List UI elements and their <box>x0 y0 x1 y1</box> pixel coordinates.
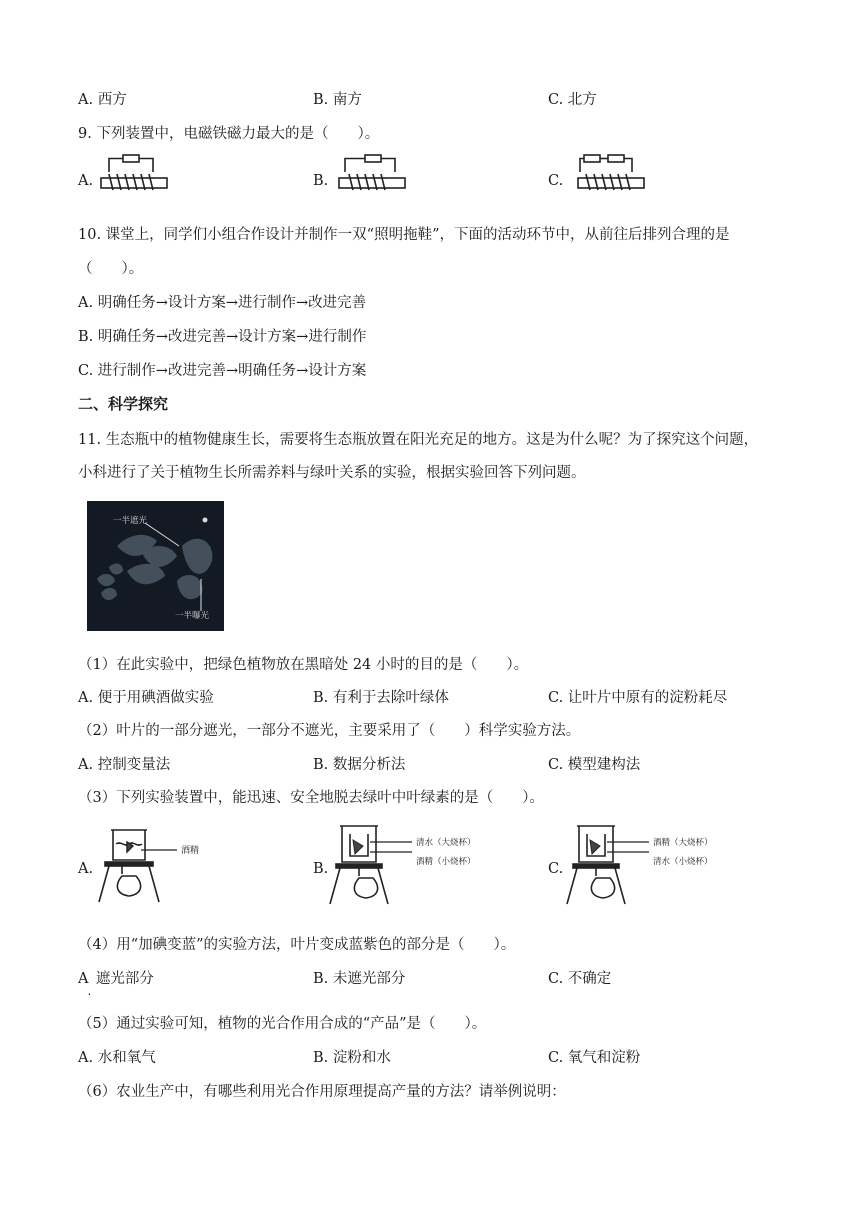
q11-p4-stem: （4）用“加碘变蓝”的实验方法，叶片变成蓝紫色的部分是（ ）。 <box>78 937 516 953</box>
q11-p2-option-b: B. 数据分析法 <box>313 757 406 773</box>
q11-p3-stem: （3）下列实验装置中，能迅速、安全地脱去绿叶中叶绿素的是（ ）。 <box>78 790 544 806</box>
q11-p6-stem: （6）农业生产中，有哪些利用光合作用原理提高产量的方法？请举例说明： <box>78 1084 566 1100</box>
apparatus-c-diagram <box>567 822 727 912</box>
q11-p3-option-b: B. <box>313 861 329 877</box>
apparatus-b-diagram <box>330 822 490 912</box>
electromagnet-c-diagram <box>574 152 654 196</box>
q8-option-a: A. 西方 <box>78 92 127 108</box>
q11-p2-option-c: C. 模型建构法 <box>548 757 641 773</box>
apparatus-c-label-1: 酒精（大烧杯） <box>653 838 713 848</box>
q11-p1-stem: （1）在此实验中，把绿色植物放在黑暗处 24 小时的目的是（ ）。 <box>78 657 529 673</box>
q11-p5-option-a: A. 水和氧气 <box>78 1050 156 1066</box>
q8-option-c: C. 北方 <box>548 92 597 108</box>
q11-p5-option-b: B. 淀粉和水 <box>313 1050 391 1066</box>
q11-stem-line1: 11. 生态瓶中的植物健康生长，需要将生态瓶放置在阳光充足的地方。这是为什么呢？为了探究这个问题， <box>78 432 759 448</box>
q11-p4-option-a-text: 遮光部分 <box>95 971 154 987</box>
q9-stem: 9. 下列装置中，电磁铁磁力最大的是（ ）。 <box>78 126 380 142</box>
leaf-experiment-photo <box>87 501 224 631</box>
q11-p4-option-b: B. 未遮光部分 <box>313 971 406 987</box>
q11-p2-stem: （2）叶片的一部分遮光，一部分不遮光，主要采用了（ ）科学实验方法。 <box>78 723 581 739</box>
q10-option-a: A. 明确任务→设计方案→进行制作→改进完善 <box>78 295 367 311</box>
apparatus-a-diagram <box>97 822 227 912</box>
q11-p4-option-a-letter: A <box>78 971 89 987</box>
q9-option-b: B. <box>313 173 329 189</box>
q9-option-a: A. <box>78 173 94 189</box>
q11-p3-option-a: A. <box>78 861 94 877</box>
q11-p1-option-a: A. 便于用碘酒做实验 <box>78 690 214 706</box>
q9-option-c: C. <box>548 173 564 189</box>
electromagnet-a-diagram <box>97 152 177 196</box>
q10-option-b: B. 明确任务→改进完善→设计方案→进行制作 <box>78 329 367 345</box>
photo-label-exposed: 一半曝光 <box>175 611 210 621</box>
electromagnet-b-diagram <box>335 152 415 196</box>
apparatus-b-label-2: 酒精（小烧杯） <box>416 857 476 867</box>
photo-label-shaded: 一半遮光 <box>113 516 148 526</box>
q11-p4-option-a <box>78 967 154 998</box>
q11-p1-option-b: B. 有利于去除叶绿体 <box>313 690 449 706</box>
q10-stem-line1: 10. 课堂上，同学们小组合作设计并制作一双“照明拖鞋”，下面的活动环节中，从前往后排列合理的是 <box>78 227 730 243</box>
q11-stem-line2: 小科进行了关于植物生长所需养料与绿叶关系的实验，根据实验回答下列问题。 <box>78 465 586 481</box>
q11-p2-option-a: A. 控制变量法 <box>78 757 171 773</box>
q11-p3-option-c: C. <box>548 861 564 877</box>
apparatus-a-label: 酒精 <box>181 846 200 856</box>
q11-p5-option-c: C. 氧气和淀粉 <box>548 1050 641 1066</box>
q10-stem-line2: （ ）。 <box>78 261 144 277</box>
q11-p1-option-c: C. 让叶片中原有的淀粉耗尽 <box>548 690 728 706</box>
apparatus-c-label-2: 清水（小烧杯） <box>653 857 713 867</box>
apparatus-b-label-1: 清水（大烧杯） <box>416 838 476 848</box>
q11-p4-option-a-dot: . <box>87 984 92 998</box>
q10-option-c: C. 进行制作→改进完善→明确任务→设计方案 <box>78 363 367 379</box>
section-title: 二、科学探究 <box>78 395 169 413</box>
q11-p5-stem: （5）通过实验可知，植物的光合作用合成的“产品”是（ ）。 <box>78 1016 487 1032</box>
q8-option-b: B. 南方 <box>313 92 362 108</box>
q11-p4-option-c: C. 不确定 <box>548 971 612 987</box>
